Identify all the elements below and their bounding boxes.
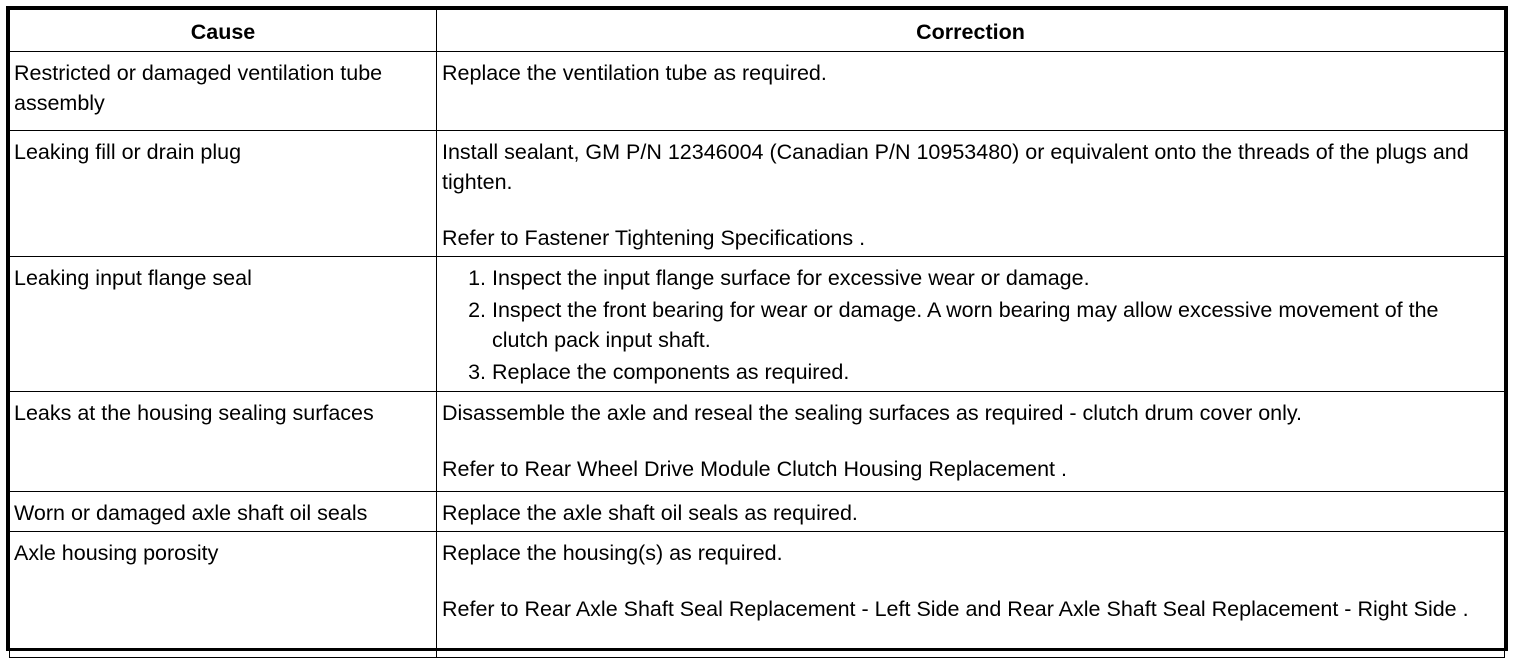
correction-cell [437, 131, 1505, 257]
correction-cell [437, 492, 1505, 532]
correction-cell [437, 532, 1505, 658]
cause-cell: Leaks at the housing sealing surfaces [10, 392, 437, 492]
reference-text: Refer to Rear Wheel Drive Module Clutch Housing Replacement . [442, 457, 1067, 481]
correction-text: Replace the housing(s) as required. [442, 541, 783, 565]
correction-text: Disassemble the axle and reseal the sealing surfaces as required - clutch drum cover only. [442, 401, 1303, 425]
table-row [10, 392, 1505, 492]
cause-cell: Axle housing porosity [10, 532, 437, 658]
correction-steps-list [442, 263, 1500, 387]
reference-text: Refer to Rear Axle Shaft Seal Replacement - Left Side and Rear Axle Shaft Seal Replacement - Right Side . [442, 597, 1469, 621]
table-row [10, 532, 1505, 658]
table-row [10, 257, 1505, 392]
cause-cell: Leaking input flange seal [10, 257, 437, 392]
cause-cell: Leaking fill or drain plug [10, 131, 437, 257]
diagnostic-table-container [6, 6, 1508, 651]
table-row [10, 52, 1505, 131]
correction-text: Replace the ventilation tube as required. [442, 61, 827, 85]
correction-cell [437, 52, 1505, 131]
cause-cell: Worn or damaged axle shaft oil seals [10, 492, 437, 532]
table-header-row [10, 10, 1505, 52]
list-item: 3. Replace the components as required. [492, 357, 1500, 387]
correction-text: Replace the axle shaft oil seals as required. [442, 501, 858, 525]
header-cause: Cause [10, 10, 437, 52]
correction-cell [437, 392, 1505, 492]
cause-cell: Restricted or damaged ventilation tube assembly [10, 52, 437, 131]
table-row [10, 131, 1505, 257]
diagnostic-table [9, 9, 1505, 658]
list-item: 1. Inspect the input flange surface for excessive wear or damage. [492, 263, 1500, 293]
table-row [10, 492, 1505, 532]
correction-text: Install sealant, GM P/N 12346004 (Canadian P/N 10953480) or equivalent onto the threads of the plugs and tighten. [442, 140, 1469, 194]
header-correction: Correction [437, 10, 1505, 52]
list-item: 2. Inspect the front bearing for wear or damage. A worn bearing may allow excessive movement of the clutch pack input shaft. [492, 295, 1500, 355]
correction-cell [437, 257, 1505, 392]
reference-text: Refer to Fastener Tightening Specifications . [442, 226, 866, 250]
